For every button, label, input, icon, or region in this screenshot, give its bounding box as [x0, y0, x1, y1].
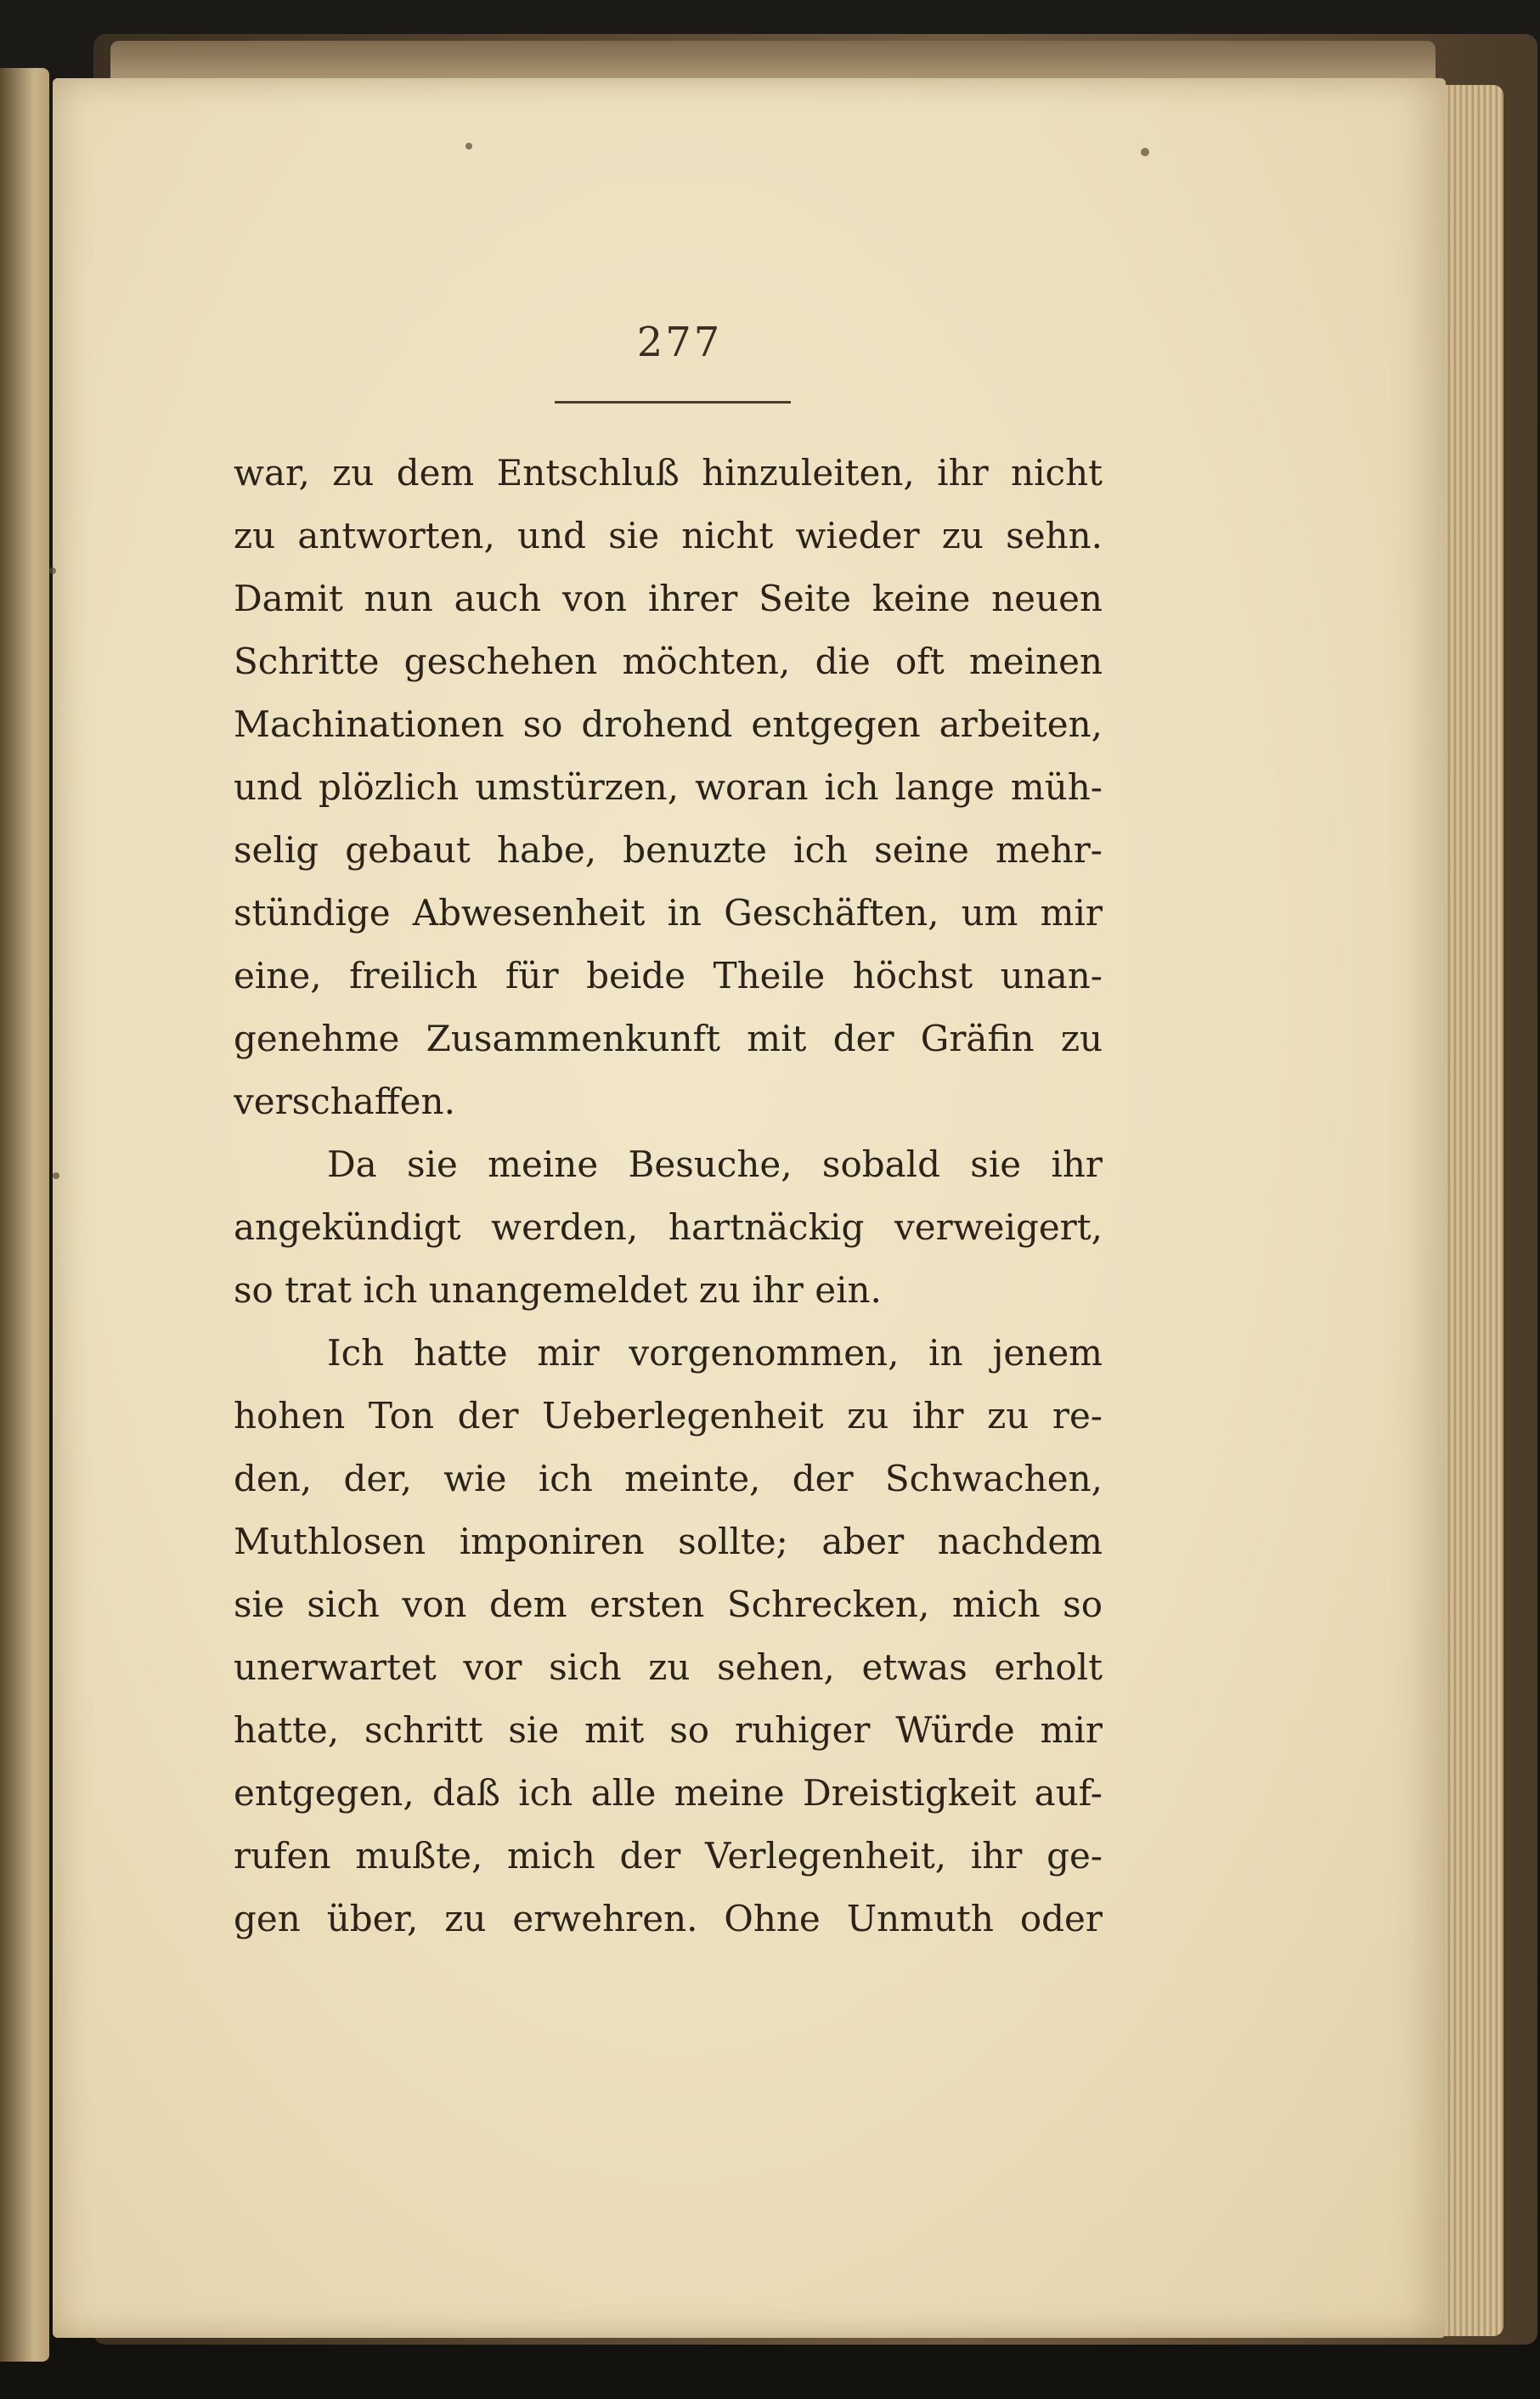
- text-line: so trat ich unangemeldet zu ihr ein.: [234, 1269, 882, 1311]
- text-line: sie sich von dem ersten Schrecken, mich so: [234, 1583, 1103, 1625]
- text-line: unerwartet vor sich zu sehen, etwas erholt: [234, 1646, 1103, 1688]
- text-line: und plözlich umstürzen, woran ich lange müh-: [234, 766, 1103, 808]
- text-line: Muthlosen imponiren sollte; aber nachdem: [234, 1521, 1103, 1562]
- text-line: gen über, zu erwehren. Ohne Unmuth oder: [234, 1898, 1103, 1939]
- paper-speck: [53, 1172, 59, 1179]
- paper-speck: [49, 567, 56, 574]
- text-line: Da sie meine Besuche, sobald sie ihr: [327, 1143, 1103, 1185]
- text-line: hatte, schritt sie mit so ruhiger Würde mir: [234, 1709, 1103, 1751]
- text-line: stündige Abwesenheit in Geschäften, um mir: [234, 892, 1103, 934]
- adjacent-page-edge: [0, 68, 49, 2362]
- text-line: angekündigt werden, hartnäckig verweigert,: [234, 1206, 1103, 1248]
- text-line: hohen Ton der Ueberlegenheit zu ihr zu re-: [234, 1395, 1103, 1437]
- text-line: Ich hatte mir vorgenommen, in jenem: [327, 1332, 1103, 1374]
- paper-speck: [465, 143, 472, 150]
- text-line: genehme Zusammenkunft mit der Gräfin zu: [234, 1018, 1103, 1059]
- text-line: rufen mußte, mich der Verlegenheit, ihr ge-: [234, 1835, 1103, 1877]
- text-line: entgegen, daß ich alle meine Dreistigkeit auf-: [234, 1772, 1103, 1814]
- text-line: Damit nun auch von ihrer Seite keine neuen: [234, 578, 1103, 619]
- text-line: zu antworten, und sie nicht wieder zu sehn.: [234, 515, 1103, 556]
- text-line: den, der, wie ich meinte, der Schwachen,: [234, 1458, 1103, 1499]
- header-rule: [555, 401, 791, 404]
- page-number: 277: [636, 319, 723, 366]
- body-text: [234, 442, 1103, 1950]
- text-line: war, zu dem Entschluß hinzuleiten, ihr nicht: [234, 452, 1103, 494]
- text-line: selig gebaut habe, benuzte ich seine mehr-: [234, 829, 1103, 871]
- text-line: Machinationen so drohend entgegen arbeiten,: [234, 703, 1103, 745]
- text-line: eine, freilich für beide Theile höchst unan-: [234, 955, 1103, 996]
- paper-speck: [1141, 148, 1149, 156]
- text-line: verschaffen.: [234, 1081, 455, 1122]
- text-line: Schritte geschehen möchten, die oft meinen: [234, 641, 1103, 682]
- book-cover-top-edge: [110, 41, 1436, 78]
